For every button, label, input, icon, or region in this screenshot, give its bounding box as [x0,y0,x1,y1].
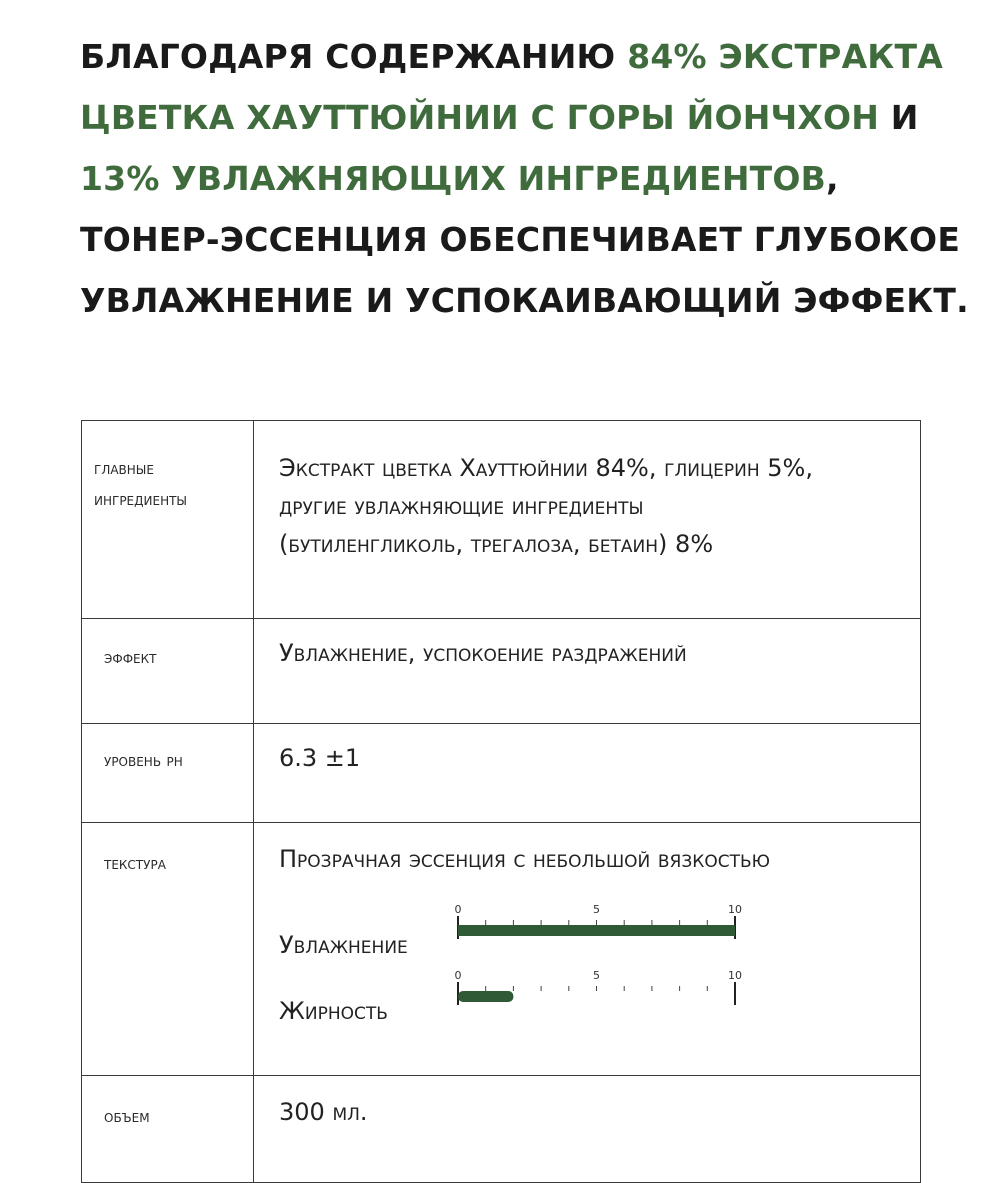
headline-highlight: 84% ЭКСТРАКТА [627,37,943,76]
headline-text: И [879,98,919,137]
table-row-volume [82,1076,921,1183]
headline-highlight: 13% УВЛАЖНЯЮЩИХ ИНГРЕДИЕНТОВ [80,159,826,198]
effect-label: эффект [82,619,254,724]
scale-tick-label: 5 [593,969,600,982]
ingredients-value [254,421,921,619]
texture-value [254,823,921,1076]
scale-bar [458,925,735,936]
scale-moisture [279,901,742,961]
scale-tick-label: 10 [728,969,742,982]
volume-label: объем [82,1076,254,1183]
table-row-effect [82,619,921,724]
ph-label: уровень ph [82,724,254,823]
headline-line-1 [80,26,960,87]
spec-table [81,420,921,1183]
scale-bar [458,991,513,1002]
texture-description: Прозрачная эссенция с небольшой вязкостью [279,845,770,873]
ingredients-label-line-1: главные [94,459,154,479]
headline-highlight: ЦВЕТКА ХАУТТЮЙНИИ С ГОРЫ ЙОНЧХОН [80,98,880,137]
scale-moisture-gauge [454,901,744,961]
headline-line-3 [80,148,960,209]
table-row-ingredients [82,421,921,619]
scale-tick-label: 0 [454,969,462,982]
ingredients-label-line-2: ингредиенты [94,490,188,510]
ingredients-value-line-1: Экстракт цветка Хауттюйнии 84%, глицерин 5%, [279,454,813,482]
scale-oiliness-gauge [454,967,744,1027]
ph-value: 6.3 ±1 [254,724,921,823]
ingredients-value-line-3: (бутиленгликоль, трегалоза, бетаин) 8% [279,530,714,558]
ingredients-value-line-2: другие увлажняющие ингредиенты [279,492,644,520]
table-row-texture [82,823,921,1076]
scale-oiliness-label: Жирность [279,997,388,1025]
table-row-ph [82,724,921,823]
headline-line-4: ТОНЕР-ЭССЕНЦИЯ ОБЕСПЕЧИВАЕТ ГЛУБОКОЕ [80,220,961,259]
headline [80,26,969,331]
headline-text: БЛАГОДАРЯ СОДЕРЖАНИЮ [80,37,628,76]
scale-moisture-label: Увлажнение [279,931,408,959]
effect-value: Увлажнение, успокоение раздражений [254,619,921,724]
headline-line-5: УВЛАЖНЕНИЕ И УСПОКАИВАЮЩИЙ ЭФФЕКТ. [80,281,969,320]
headline-text: , [825,159,839,198]
volume-value: 300 мл. [254,1076,921,1183]
ingredients-label [82,421,254,619]
scale-tick-label: 10 [728,903,742,916]
scale-oiliness [279,967,742,1027]
texture-label: текстура [82,823,254,1076]
scale-tick-label: 0 [454,903,462,916]
scale-tick-label: 5 [593,903,600,916]
headline-line-2 [80,87,960,148]
